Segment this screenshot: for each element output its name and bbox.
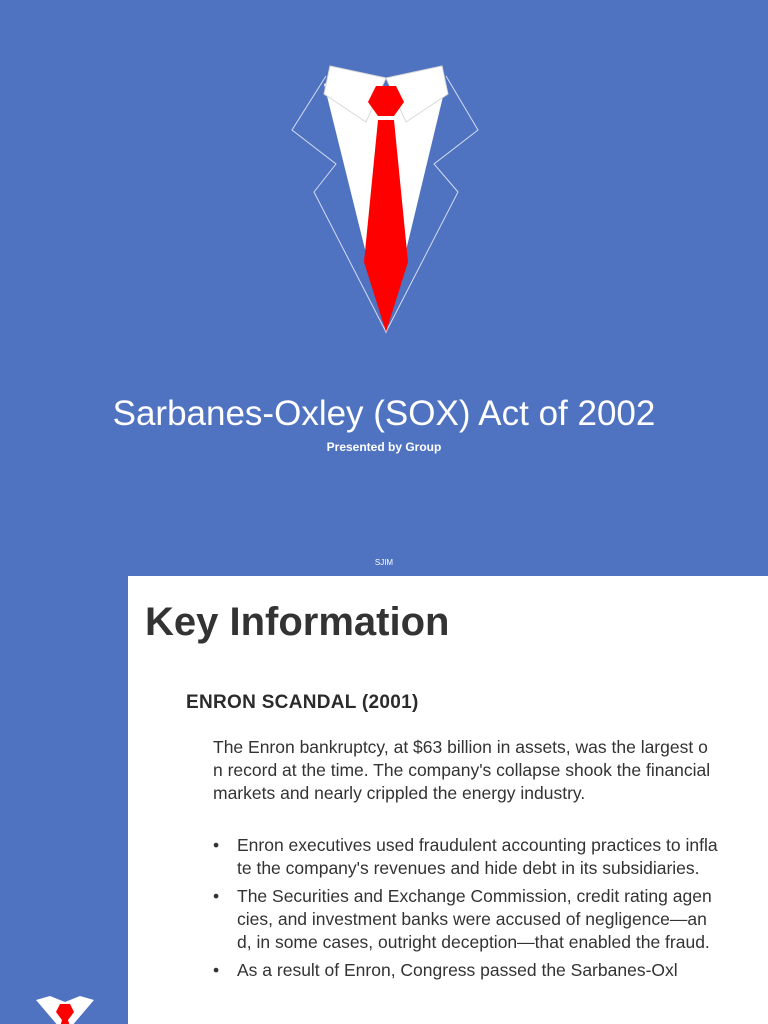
bullet-icon: • xyxy=(213,835,220,855)
intro-paragraph: The Enron bankruptcy, at $63 billion in assets, was the largest on record at the time. The company's collapse shook the financial markets and nearly crippled the energy industry. xyxy=(213,737,711,803)
bullet-icon: • xyxy=(213,960,220,980)
slide-title: Sarbanes-Oxley (SOX) Act of 2002 xyxy=(112,394,656,433)
mini-suit-tie-illustration xyxy=(34,994,96,1024)
key-information-slide xyxy=(128,576,768,1024)
slide-footer: SJIM xyxy=(374,558,394,567)
bullet-icon: • xyxy=(213,886,220,906)
suit-tie-illustration xyxy=(290,64,482,336)
bullet-list xyxy=(213,834,718,987)
slide-subtitle: Presented by Group xyxy=(326,440,442,454)
list-item xyxy=(213,959,718,982)
list-item xyxy=(213,834,718,880)
bullet-text: The Securities and Exchange Commission, credit rating agencies, and investment banks were accused of negligence—and, in some cases, outright deception—that enabled the fraud. xyxy=(237,886,712,952)
section-title: ENRON SCANDAL (2001) xyxy=(186,692,419,713)
bullet-text: As a result of Enron, Congress passed the Sarbanes-Oxl xyxy=(237,960,678,980)
slide-heading: Key Information xyxy=(145,600,450,644)
list-item xyxy=(213,885,718,954)
bullet-text: Enron executives used fraudulent accounting practices to inflate the company's revenues and hide debt in its subsidiaries. xyxy=(237,835,718,878)
